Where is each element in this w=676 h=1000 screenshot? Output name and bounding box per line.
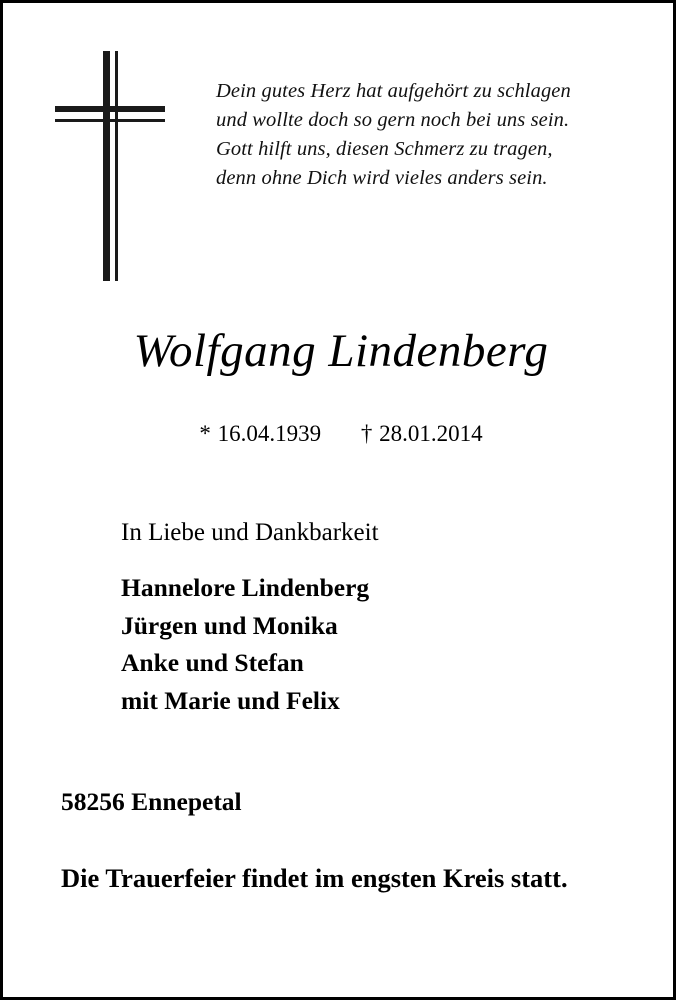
place-line: 58256 Ennepetal: [61, 787, 242, 816]
family-line-4: mit Marie und Felix: [121, 686, 340, 716]
cross-vertical-bar-thin: [115, 51, 118, 281]
family-line-3: Anke und Stefan: [121, 648, 304, 678]
cross-horizontal-bar-thin: [55, 119, 165, 122]
cross-vertical-bar: [103, 51, 110, 281]
cross-horizontal-bar: [55, 106, 165, 112]
family-line-1: Hannelore Lindenberg: [121, 573, 370, 602]
christian-cross-icon: [55, 51, 165, 291]
verse-line-3: Gott hilft uns, diesen Schmerz zu tragen,: [216, 138, 553, 161]
verse-line-2: und wollte doch so gern noch bei uns sein.: [216, 109, 570, 132]
ceremony-note: Die Trauerfeier findet im engsten Kreis statt.: [61, 863, 568, 893]
death-date: 28.01.2014: [379, 421, 483, 446]
death-symbol: †: [360, 421, 374, 446]
birth-date: 16.04.1939: [217, 421, 322, 446]
notice-header: [3, 3, 673, 233]
deceased-name: Wolfgang Lindenberg: [133, 325, 549, 377]
death-date-group: [361, 421, 483, 446]
memorial-verse: [216, 77, 646, 193]
birth-symbol: *: [199, 421, 212, 446]
family-line-2: Jürgen und Monika: [121, 610, 338, 640]
family-names: [121, 569, 369, 720]
life-dates: [3, 421, 676, 447]
birth-date-group: [199, 421, 327, 446]
verse-line-1: Dein gutes Herz hat aufgehört zu schlagen: [216, 80, 571, 102]
dedication-text: In Liebe und Dankbarkeit: [121, 519, 379, 546]
verse-line-4: denn ohne Dich wird vieles anders sein.: [216, 167, 548, 190]
